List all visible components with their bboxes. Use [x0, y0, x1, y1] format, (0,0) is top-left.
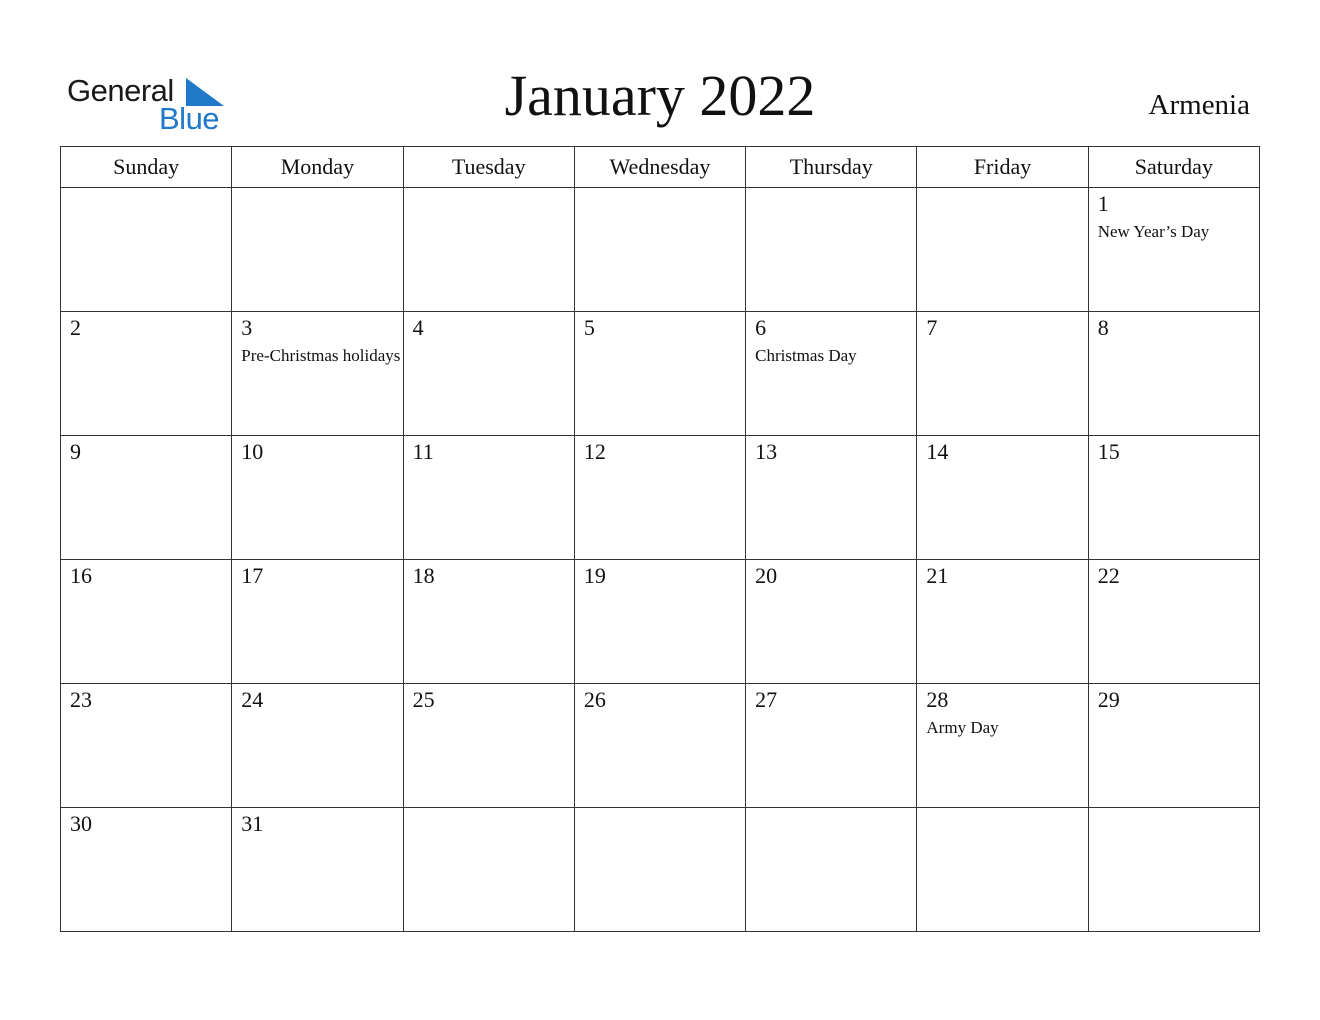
day-cell: [232, 560, 403, 684]
day-cell: [403, 188, 574, 312]
day-number: 17: [241, 563, 264, 588]
day-cell: [1088, 188, 1259, 312]
holiday-label: Pre-Christmas holidays: [241, 346, 401, 365]
day-cell: [746, 808, 917, 932]
holiday-label: Christmas Day: [755, 346, 857, 365]
day-cell: [1088, 808, 1259, 932]
day-number: 24: [241, 687, 264, 712]
day-number: [575, 808, 745, 811]
day-cell: [61, 808, 232, 932]
day-cell: [917, 436, 1088, 560]
holiday-label: New Year’s Day: [1097, 222, 1210, 241]
day-cell: [232, 312, 403, 436]
day-cell: [232, 684, 403, 808]
day-cell: [403, 684, 574, 808]
calendar-title: January 2022: [504, 63, 816, 128]
day-number: 26: [583, 687, 606, 712]
day-cell: [917, 684, 1088, 808]
weekday-header: Sunday: [61, 147, 232, 188]
week-row: [61, 436, 1260, 560]
day-number: 7: [926, 315, 938, 340]
day-cell: [746, 560, 917, 684]
day-cell: [232, 436, 403, 560]
week-row: [61, 560, 1260, 684]
weekday-header: Wednesday: [574, 147, 745, 188]
day-number: [404, 808, 574, 811]
logo-text-general: General: [67, 73, 174, 108]
day-number: 31: [241, 811, 264, 836]
day-number: [746, 808, 916, 811]
day-number: 8: [1097, 315, 1109, 340]
day-cell: [1088, 684, 1259, 808]
day-number: [404, 188, 574, 191]
day-number: 19: [583, 563, 606, 588]
day-cell: [917, 560, 1088, 684]
day-cell: [746, 312, 917, 436]
day-number: [232, 188, 402, 191]
day-number: 5: [583, 315, 595, 340]
day-number: [917, 188, 1087, 191]
day-cell: [1088, 560, 1259, 684]
day-cell: [574, 808, 745, 932]
day-number: 15: [1097, 439, 1120, 464]
day-cell: [574, 188, 745, 312]
day-cell: [61, 312, 232, 436]
day-cell: [403, 808, 574, 932]
week-row: [61, 684, 1260, 808]
day-cell: [61, 560, 232, 684]
day-number: 28: [926, 687, 949, 712]
day-cell: [232, 188, 403, 312]
day-number: 21: [926, 563, 949, 588]
day-number: 23: [70, 687, 92, 712]
day-number: 27: [755, 687, 778, 712]
day-number: 6: [755, 315, 767, 340]
day-cell: [746, 684, 917, 808]
day-number: 12: [583, 439, 606, 464]
day-number: 14: [926, 439, 949, 464]
day-number: 3: [241, 315, 253, 340]
day-number: 29: [1097, 687, 1120, 712]
day-number: 2: [70, 315, 81, 340]
calendar-grid: [60, 146, 1260, 932]
day-cell: [403, 312, 574, 436]
day-number: 16: [70, 563, 92, 588]
day-number: [575, 188, 745, 191]
day-cell: [61, 684, 232, 808]
day-number: 20: [755, 563, 778, 588]
weekday-header-row: [61, 147, 1260, 188]
day-cell: [232, 808, 403, 932]
day-number: 4: [412, 315, 424, 340]
day-cell: [1088, 436, 1259, 560]
country-label: Armenia: [1148, 89, 1250, 121]
day-cell: [403, 560, 574, 684]
week-row: [61, 312, 1260, 436]
day-cell: [403, 436, 574, 560]
day-number: 30: [70, 811, 92, 836]
day-number: 11: [412, 439, 434, 464]
day-number: 18: [412, 563, 435, 588]
day-cell: [746, 188, 917, 312]
day-cell: [574, 560, 745, 684]
logo-text-blue: Blue: [159, 101, 220, 136]
day-cell: [61, 188, 232, 312]
day-number: [61, 188, 231, 191]
day-cell: [574, 312, 745, 436]
weekday-header: Saturday: [1088, 147, 1259, 188]
day-number: 25: [412, 687, 435, 712]
day-cell: [574, 436, 745, 560]
day-number: 9: [70, 439, 81, 464]
weekday-header: Monday: [232, 147, 403, 188]
generalblue-logo: [67, 72, 237, 134]
day-number: 1: [1097, 191, 1109, 216]
week-row: [61, 808, 1260, 932]
day-cell: [917, 808, 1088, 932]
weekday-header: Thursday: [746, 147, 917, 188]
weekday-header: Friday: [917, 147, 1088, 188]
day-number: 10: [241, 439, 264, 464]
day-number: [917, 808, 1087, 811]
holiday-label: Army Day: [926, 718, 999, 737]
day-cell: [61, 436, 232, 560]
day-number: [1089, 808, 1259, 811]
day-number: 22: [1097, 563, 1120, 588]
day-cell: [917, 312, 1088, 436]
day-number: [746, 188, 916, 191]
week-row: [61, 188, 1260, 312]
day-cell: [1088, 312, 1259, 436]
day-cell: [746, 436, 917, 560]
day-cell: [574, 684, 745, 808]
weekday-header: Tuesday: [403, 147, 574, 188]
day-cell: [917, 188, 1088, 312]
day-number: 13: [755, 439, 778, 464]
